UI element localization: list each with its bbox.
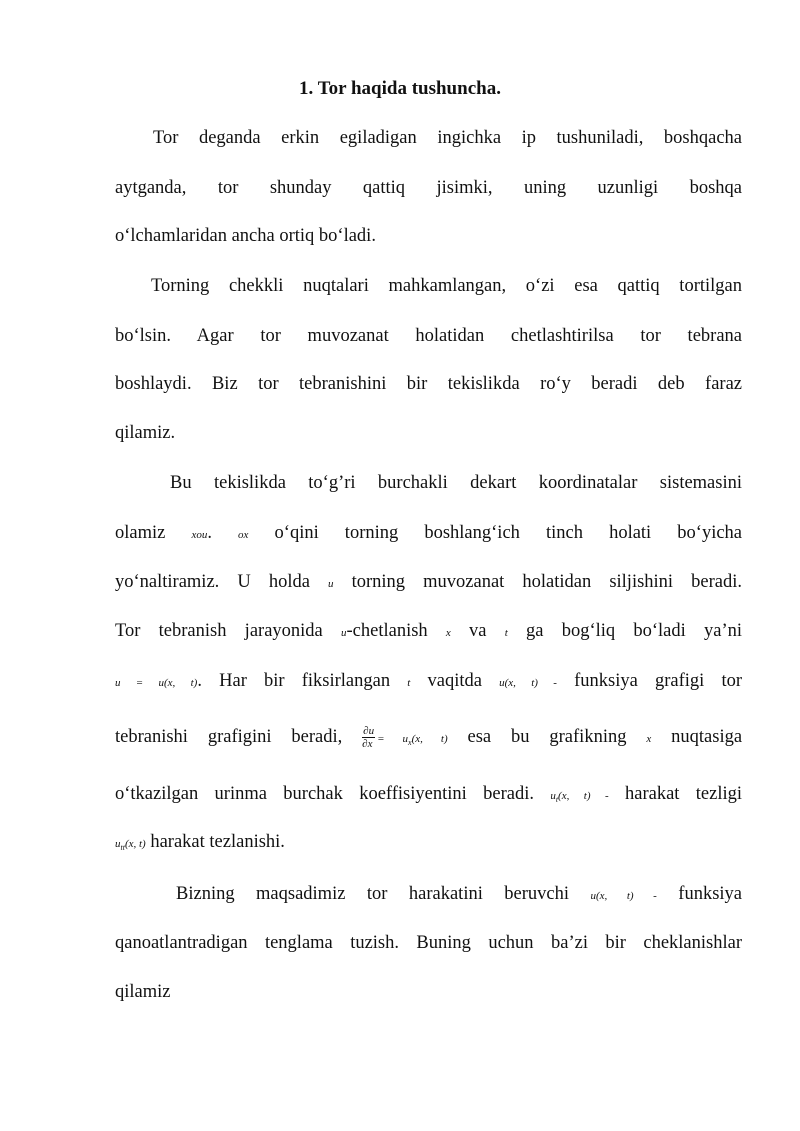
p3-line-5	[115, 671, 742, 692]
formula-u-tt	[115, 838, 146, 850]
p4-line-1-text-a: Bizning maqsadimiz tor harakatini beruvchi	[176, 884, 570, 904]
formula-rhs: = u	[377, 732, 409, 745]
formula-x: x	[445, 627, 451, 639]
p3-line-8-text: harakat tezlanishi.	[150, 832, 285, 852]
formula-u-tt-subscript: tt	[120, 843, 125, 852]
p3-line-2-dot: .	[207, 523, 212, 543]
formula-u-xt: u(x, t) -	[590, 890, 657, 902]
fraction-numerator: ∂u	[363, 725, 375, 737]
p2-line-1: Torning chekkli nuqtalari mahkamlangan, o‘zi esa qattiq tortilgan	[151, 276, 742, 296]
p3-line-6	[115, 725, 742, 750]
formula-u-x	[377, 733, 448, 745]
formula-x: x	[646, 732, 652, 745]
formula-rhs-subscript: x	[408, 737, 412, 747]
p3-line-3	[115, 572, 742, 593]
p3-line-2-text-b: o‘qini torning boshlang‘ich tinch holati bo‘yicha	[274, 523, 743, 543]
p3-line-6-text-b: esa bu grafikning	[467, 726, 627, 747]
p3-line-5-text-c: funksiya grafigi tor	[574, 671, 743, 691]
formula-u-tt-args: (x, t)	[124, 838, 146, 850]
p3-line-6-text-c: nuqtasiga	[671, 726, 743, 747]
formula-rhs-args: (x, t)	[411, 732, 448, 745]
p3-line-3-text-a: yo‘naltiramiz. U holda	[115, 572, 310, 592]
p2-line-2: bo‘lsin. Agar tor muvozanat holatidan chetlashtirilsa tor tebrana	[115, 326, 742, 346]
formula-u-equals-u-xt: u = u(x, t)	[115, 677, 198, 689]
p3-line-4-text-b: -chetlanish	[346, 621, 428, 641]
p1-line-1: Tor deganda erkin egiladigan ingichka ip tushuniladi, boshqacha	[153, 128, 742, 148]
p3-line-4-text-c: va	[469, 621, 487, 641]
formula-u: u	[328, 578, 334, 590]
p3-line-7-text-a: o‘tkazilgan urinma burchak koeffisiyentini beradi.	[115, 784, 534, 804]
formula-u-xt: u(x, t) -	[499, 677, 557, 689]
formula-u-t-subscript: t	[555, 795, 559, 804]
formula-u-t	[550, 790, 608, 802]
p4-line-1-text-b: funksiya	[678, 884, 742, 904]
p1-line-2: aytganda, tor shunday qattiq jisimki, uning uzunligi boshqa	[115, 178, 742, 198]
p3-line-7-text-b: harakat tezligi	[625, 784, 743, 804]
formula-xou: xou	[191, 529, 208, 541]
p3-line-5-text-b: vaqitda	[427, 671, 482, 691]
p2-line-4: qilamiz.	[115, 423, 176, 443]
formula-u-t-base: u	[550, 790, 556, 802]
p3-line-2-text-a: olamiz	[115, 523, 166, 543]
formula-ox: ox	[238, 529, 249, 541]
formula-u-t-args: (x, t) -	[558, 790, 609, 802]
formula-partial-derivative	[362, 725, 375, 750]
formula-t: t	[407, 677, 411, 689]
formula-u-tt-base: u	[115, 838, 121, 850]
p4-line-1	[176, 884, 742, 905]
p3-line-7	[115, 784, 742, 805]
p3-line-5-text-a: . Har bir fiksirlangan	[197, 671, 391, 691]
p3-line-1: Bu tekislikda to‘g’ri burchakli dekart koordinatalar sistemasini	[170, 473, 742, 493]
p3-line-3-text-b: torning muvozanat holatidan siljishini beradi.	[351, 572, 742, 592]
p3-line-2	[115, 523, 742, 544]
section-title: 1. Tor haqida tushuncha.	[299, 78, 501, 99]
formula-u: u	[341, 627, 347, 639]
p3-line-4	[115, 621, 742, 642]
p4-line-3: qilamiz	[115, 982, 171, 1002]
formula-t: t	[504, 627, 508, 639]
p2-line-3: boshlaydi. Biz tor tebranishini bir tekislikda ro‘y beradi deb faraz	[115, 374, 742, 394]
fraction-denominator: ∂x	[362, 738, 373, 750]
p3-line-4-text-d: ga bog‘liq bo‘ladi ya’ni	[526, 621, 743, 641]
p3-line-6-text-a: tebranishi grafigini beradi,	[115, 726, 343, 747]
p3-line-4-text-a: Tor tebranish jarayonida	[115, 621, 323, 641]
p1-line-3: o‘lchamlaridan ancha ortiq bo‘ladi.	[115, 226, 376, 246]
p3-line-8	[115, 832, 742, 853]
p4-line-2: qanoatlantradigan tenglama tuzish. Buning uchun ba’zi bir cheklanishlar	[115, 933, 742, 953]
